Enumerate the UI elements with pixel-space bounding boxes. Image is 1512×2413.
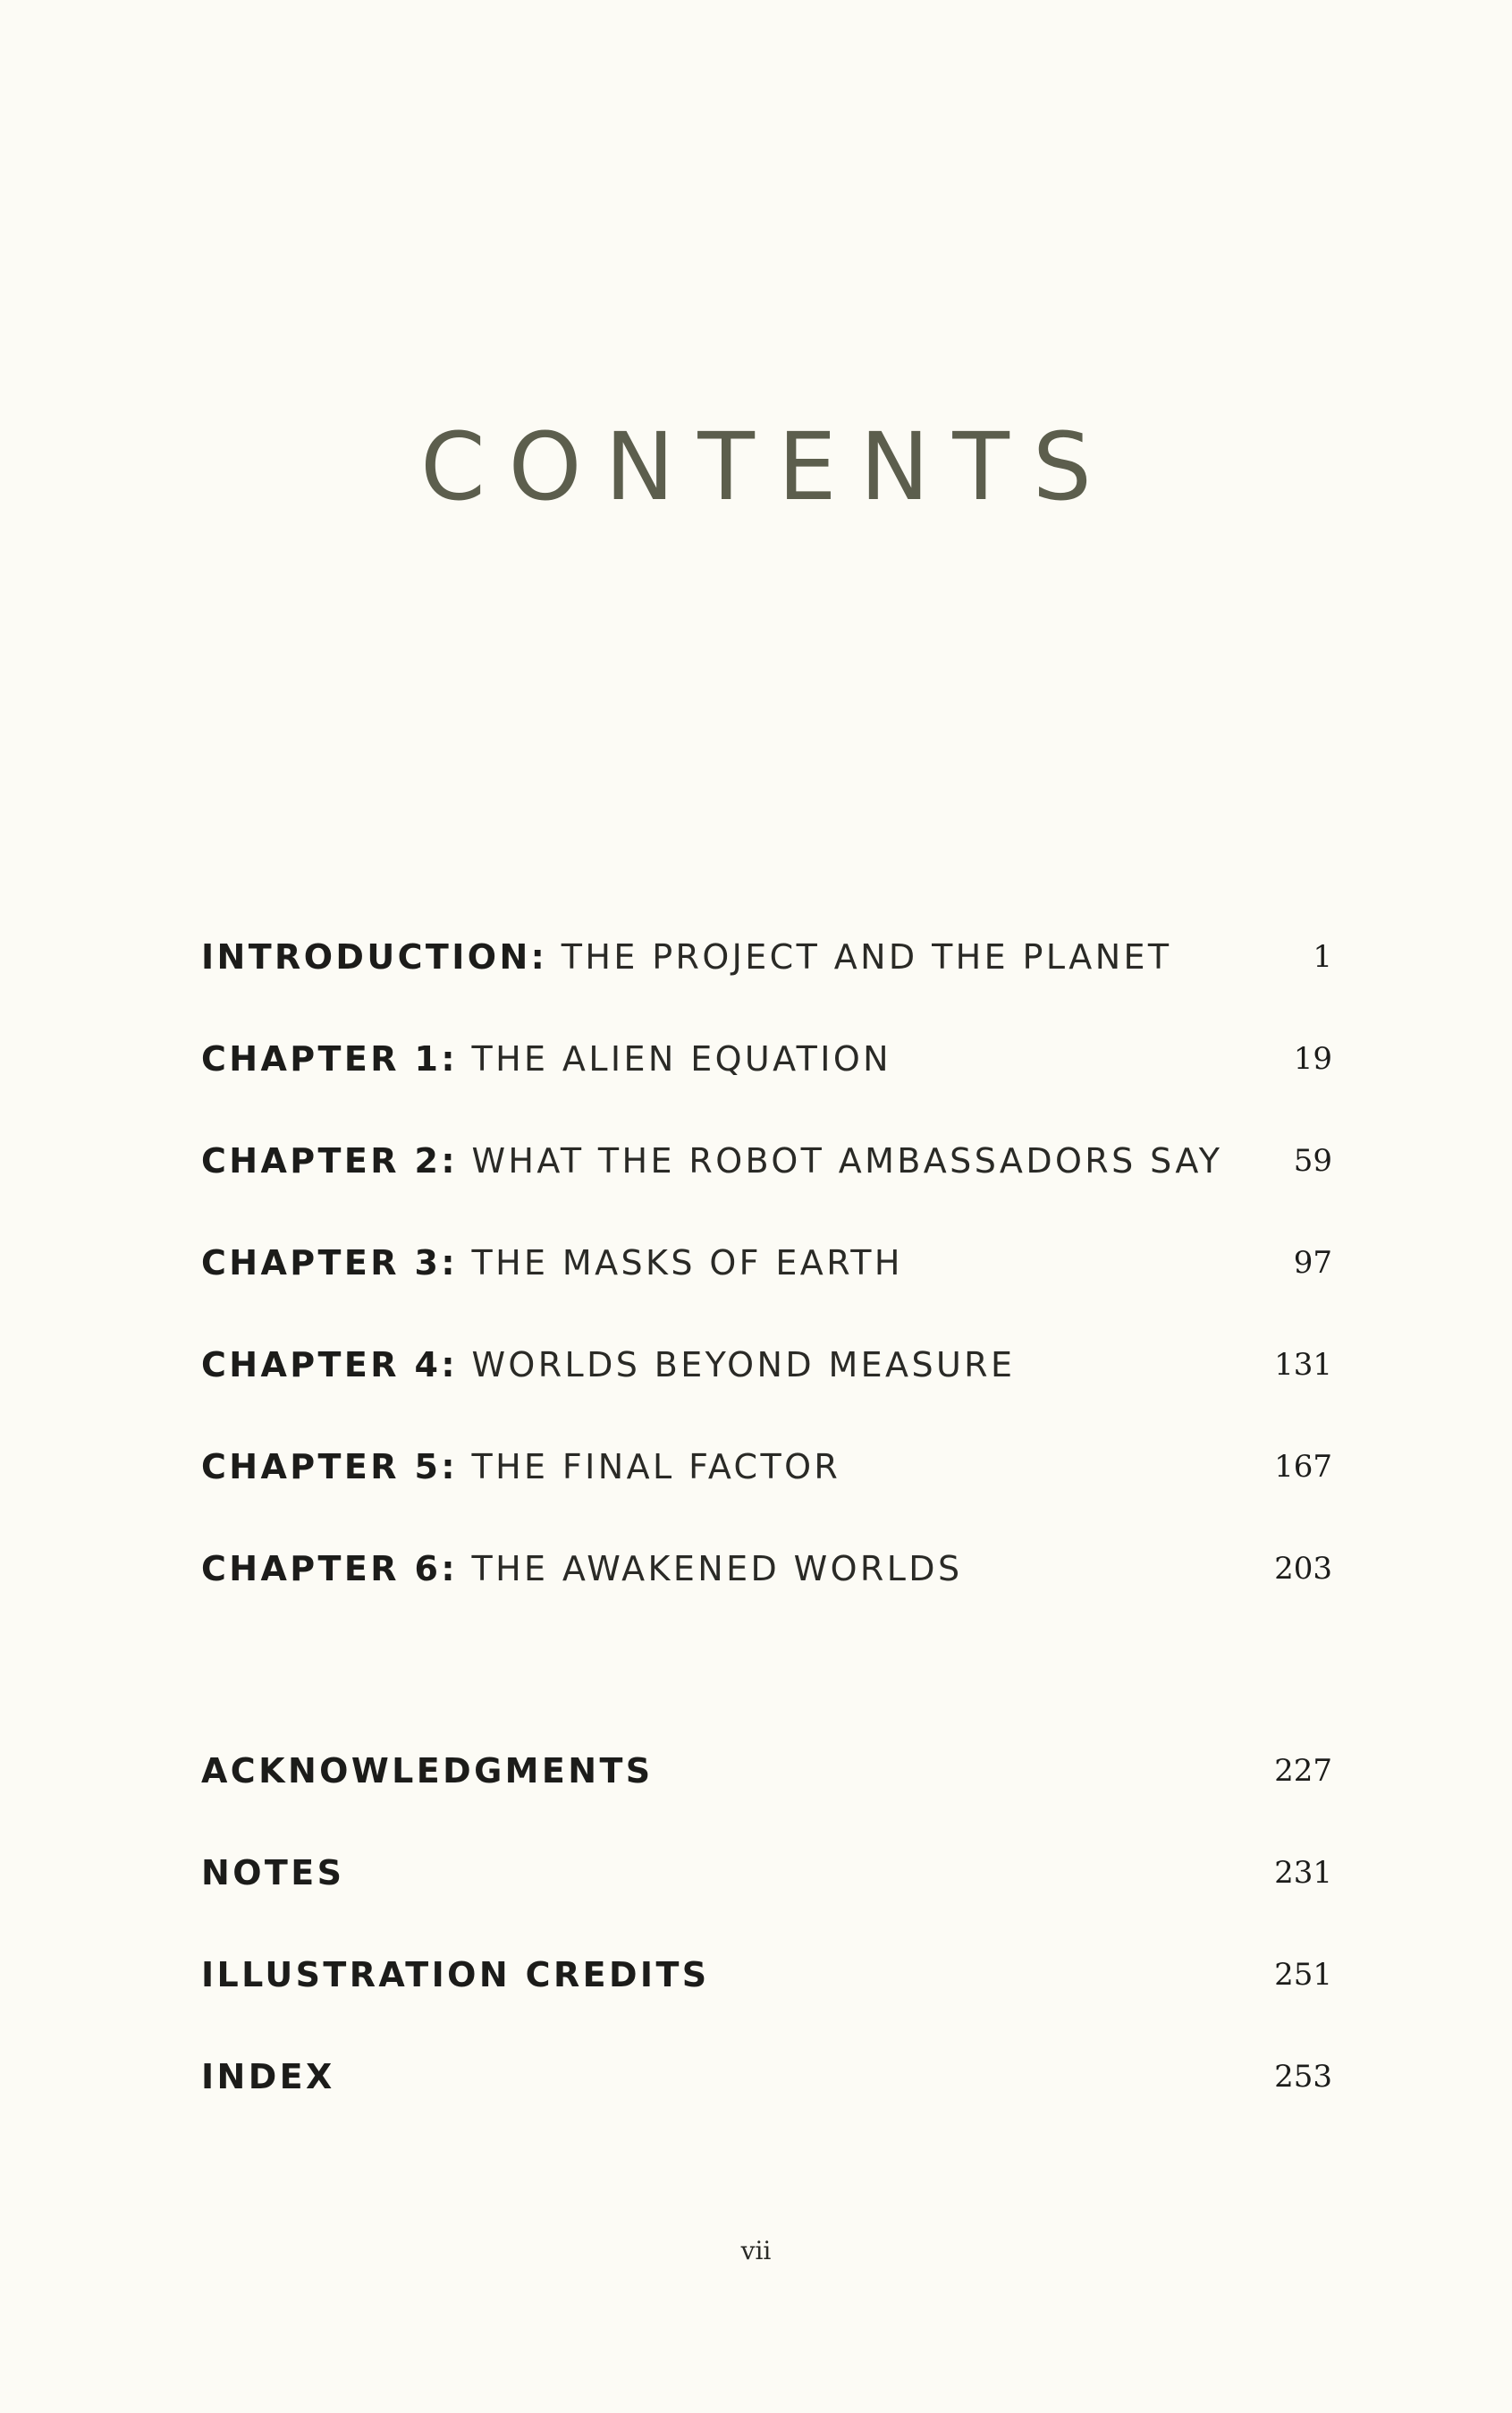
- toc-entry-title: THE PROJECT AND THE PLANET: [561, 937, 1172, 977]
- toc-entry-title: WHAT THE ROBOT AMBASSADORS SAY: [471, 1141, 1223, 1181]
- toc-entry-prefix: CHAPTER 6:: [201, 1549, 458, 1588]
- toc-entry-prefix: CHAPTER 1:: [201, 1039, 458, 1079]
- toc-entry-chapter-3[interactable]: [201, 1236, 1332, 1290]
- toc-entry-page-number: 131: [1274, 1347, 1332, 1383]
- toc-entry-prefix: INTRODUCTION:: [201, 937, 548, 977]
- toc-entry-prefix: CHAPTER 5:: [201, 1447, 458, 1486]
- toc-entry-prefix: CHAPTER 3:: [201, 1243, 458, 1283]
- toc-entry-title: ACKNOWLEDGMENTS: [201, 1751, 654, 1791]
- toc-entry-page-number: 59: [1293, 1143, 1332, 1179]
- toc-entry-label: [201, 1744, 654, 1798]
- toc-entry-page-number: 19: [1293, 1041, 1332, 1077]
- toc-entry-acknowledgments[interactable]: [201, 1744, 1332, 1798]
- page-number-folio: vii: [740, 2236, 772, 2265]
- toc-entry-page-number: 251: [1274, 1957, 1332, 1993]
- toc-entry-title: THE MASKS OF EARTH: [471, 1243, 903, 1283]
- toc-entry-notes[interactable]: [201, 1846, 1332, 1900]
- toc-entry-label: [201, 1948, 710, 2002]
- toc-entry-title: INDEX: [201, 2057, 335, 2096]
- toc-entry-title: THE ALIEN EQUATION: [471, 1039, 891, 1079]
- toc-entry-title: ILLUSTRATION CREDITS: [201, 1955, 710, 1994]
- toc-entry-page-number: 1: [1313, 939, 1332, 975]
- toc-entry-chapter-1[interactable]: [201, 1032, 1332, 1086]
- toc-entry-title: THE FINAL FACTOR: [471, 1447, 841, 1486]
- toc-entry-title: NOTES: [201, 1853, 345, 1892]
- toc-entry-label: [201, 1134, 1222, 1188]
- toc-entry-index[interactable]: [201, 2050, 1332, 2104]
- toc-entry-page-number: 167: [1274, 1449, 1332, 1485]
- toc-entry-label: [201, 1846, 344, 1900]
- toc-entry-label: [201, 1032, 891, 1086]
- toc-entry-illustration-credits[interactable]: [201, 1948, 1332, 2002]
- toc-entry-page-number: 227: [1274, 1753, 1332, 1789]
- toc-entry-label: [201, 930, 1172, 984]
- toc-entry-chapter-5[interactable]: [201, 1440, 1332, 1494]
- toc-entry-page-number: 203: [1274, 1551, 1332, 1587]
- toc-entry-page-number: 253: [1274, 2059, 1332, 2095]
- toc-entry-label: [201, 2050, 335, 2104]
- toc-entry-chapter-4[interactable]: [201, 1338, 1332, 1392]
- toc-entry-title: WORLDS BEYOND MEASURE: [471, 1345, 1016, 1384]
- toc-entry-label: [201, 1338, 1015, 1392]
- toc-entry-label: [201, 1440, 840, 1494]
- toc-entry-chapter-6[interactable]: [201, 1542, 1332, 1596]
- toc-entry-label: [201, 1542, 962, 1596]
- toc-entry-chapter-2[interactable]: [201, 1134, 1332, 1188]
- toc-entry-prefix: CHAPTER 2:: [201, 1141, 458, 1181]
- toc-entry-label: [201, 1236, 903, 1290]
- page-title: CONTENTS: [420, 411, 1115, 521]
- toc-entry-title: THE AWAKENED WORLDS: [471, 1549, 963, 1588]
- toc-entry-page-number: 97: [1293, 1245, 1332, 1281]
- toc-entry-page-number: 231: [1274, 1855, 1332, 1891]
- toc-entry-prefix: CHAPTER 4:: [201, 1345, 458, 1384]
- toc-entry-introduction[interactable]: [201, 930, 1332, 984]
